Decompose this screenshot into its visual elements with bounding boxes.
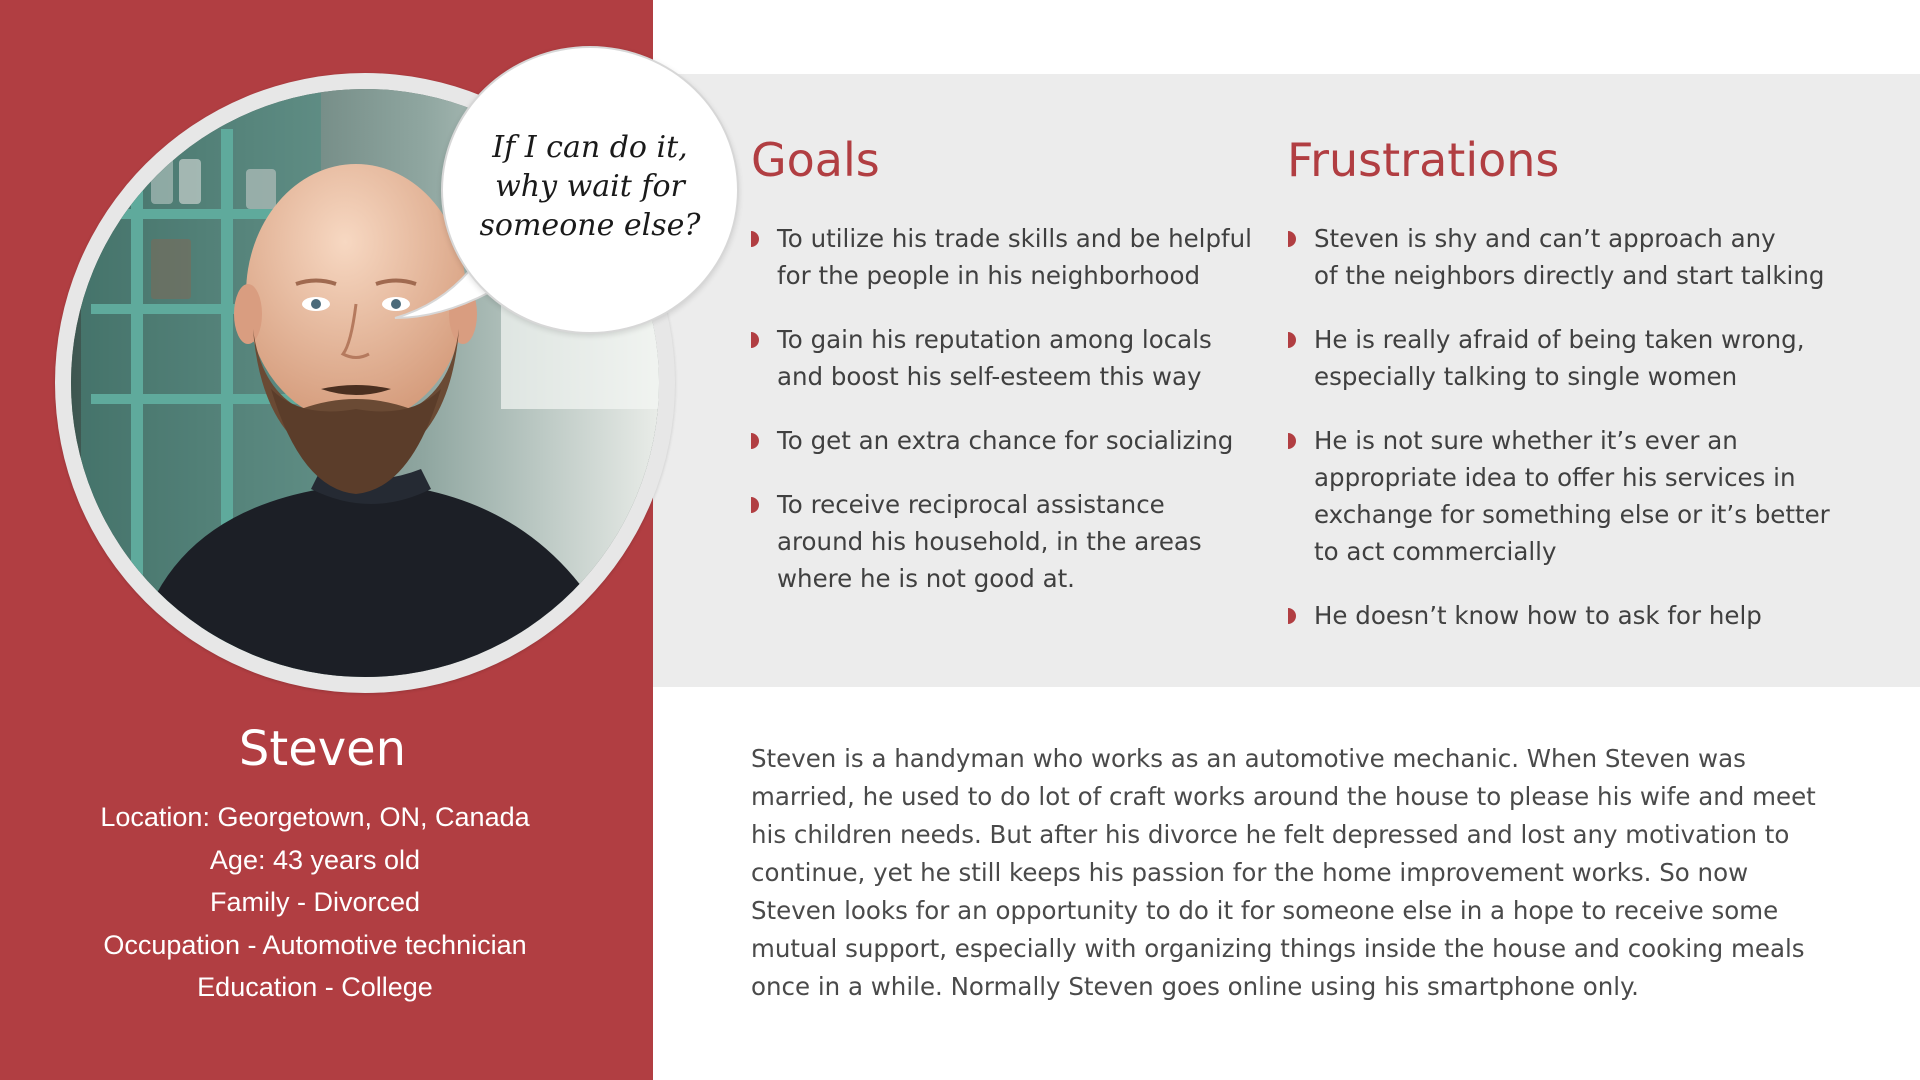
frustration-text-line: especially talking to single women <box>1314 362 1738 391</box>
frustration-text-line: He is really afraid of being taken wrong, <box>1314 325 1805 354</box>
detail-education: Education - College <box>197 972 433 1002</box>
goal-text-line: around his household, in the areas <box>777 527 1202 556</box>
bio-line: Steven looks for an opportunity to do it for someone else in a hope to receive some <box>751 896 1779 925</box>
detail-family: Family - Divorced <box>209 887 421 917</box>
persona-quote <box>470 128 710 245</box>
goal-text-line: To receive reciprocal assistance <box>777 490 1165 519</box>
frustration-text-line: He doesn’t know how to ask for help <box>1314 601 1762 630</box>
half-circle-bullet-icon <box>1288 332 1296 348</box>
goal-text-line: and boost his self-esteem this way <box>777 362 1202 391</box>
goal-text-line: To utilize his trade skills and be helpful <box>777 224 1252 253</box>
quote-line: someone else? <box>479 208 701 243</box>
goal-text-line: for the people in his neighborhood <box>777 261 1201 290</box>
half-circle-bullet-icon <box>1288 433 1296 449</box>
half-circle-bullet-icon <box>751 433 759 449</box>
frustration-text-line: Steven is shy and can’t approach any <box>1314 224 1776 253</box>
detail-occupation: Occupation - Automotive technician <box>103 929 527 960</box>
half-circle-bullet-icon <box>1288 608 1296 624</box>
list-item <box>1288 422 1848 570</box>
list-item <box>751 220 1271 294</box>
frustrations-list <box>1288 220 1848 661</box>
goals-list <box>751 220 1271 624</box>
goal-text-line: where he is not good at. <box>777 564 1075 593</box>
frustration-text-line: of the neighbors directly and start talking <box>1314 261 1825 290</box>
list-item <box>751 422 1271 459</box>
frustrations-heading: Frustrations <box>1287 133 1560 187</box>
persona-bio <box>751 740 1881 1006</box>
half-circle-bullet-icon <box>751 332 759 348</box>
list-item <box>1288 597 1848 634</box>
frustration-text-line: appropriate idea to offer his services in <box>1314 463 1796 492</box>
quote-line: why wait for <box>495 169 685 204</box>
bio-line: married, he used to do lot of craft works around the house to please his wife and meet <box>751 782 1816 811</box>
frustration-text-line: exchange for something else or it’s better <box>1314 500 1830 529</box>
half-circle-bullet-icon <box>751 497 759 513</box>
bio-line: once in a while. Normally Steven goes online using his smartphone only. <box>751 972 1639 1001</box>
frustration-text-line: to act commercially <box>1314 537 1557 566</box>
half-circle-bullet-icon <box>751 231 759 247</box>
quote-line: If I can do it, <box>492 130 688 165</box>
bio-line: mutual support, especially with organizing things inside the house and cooking meals <box>751 934 1805 963</box>
persona-name: Steven <box>238 721 407 777</box>
persona-details <box>0 796 630 1009</box>
bio-line: Steven is a handyman who works as an automotive mechanic. When Steven was <box>751 744 1746 773</box>
list-item <box>751 486 1271 597</box>
list-item <box>1288 220 1848 294</box>
detail-location: Location: Georgetown, ON, Canada <box>100 802 530 832</box>
half-circle-bullet-icon <box>1288 231 1296 247</box>
detail-age: Age: 43 years old <box>209 844 421 875</box>
frustration-text-line: He is not sure whether it’s ever an <box>1314 426 1738 455</box>
goal-text-line: To gain his reputation among locals <box>777 325 1212 354</box>
list-item <box>751 321 1271 395</box>
goal-text-line: To get an extra chance for socializing <box>777 426 1234 455</box>
bio-line: continue, yet he still keeps his passion for the home improvement works. So now <box>751 858 1749 887</box>
list-item <box>1288 321 1848 395</box>
goals-heading: Goals <box>751 133 880 187</box>
bio-line: his children needs. But after his divorce he felt depressed and lost any motivation to <box>751 820 1790 849</box>
